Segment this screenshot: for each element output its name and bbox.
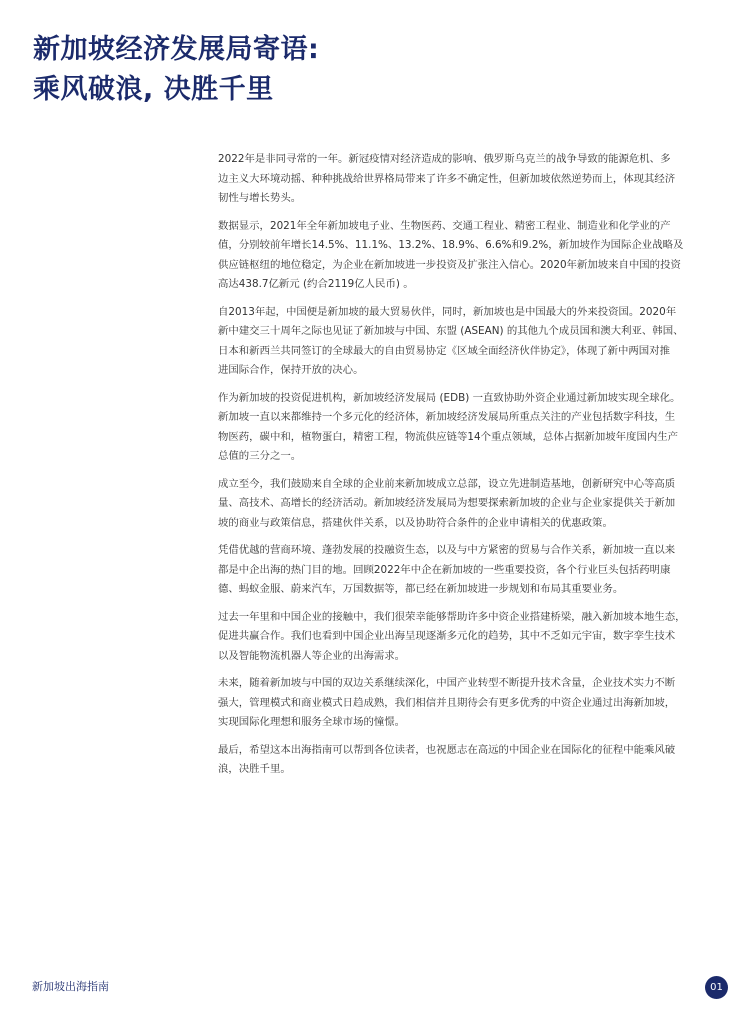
paragraph-line: 供应链枢纽的地位稳定，为企业在新加坡进一步投资及扩张注入信心。2020年新加坡来自中国的投资 bbox=[218, 258, 681, 271]
paragraph-line: 成立至今，我们鼓励来自全球的企业前来新加坡成立总部，设立先进制造基地，创新研究中心等高质 bbox=[218, 477, 676, 490]
paragraph-line: 作为新加坡的投资促进机构，新加坡经济发展局 (EDB) 一直致协助外资企业通过新加坡实现全球化。 bbox=[218, 391, 681, 404]
paragraph-line: 量、高技术、高增长的经济活动。新加坡经济发展局为想要探索新加坡的企业与企业家提供关于新加 bbox=[218, 497, 676, 509]
paragraph-line: 凭借优越的营商环境、蓬勃发展的投融资生态，以及与中方紧密的贸易与合作关系，新加坡一直以来 bbox=[218, 544, 676, 556]
title-line: 乘风破浪, 决胜千里 bbox=[33, 74, 274, 105]
paragraph-line: 坡的商业与政策信息，搭建伙伴关系，以及协助符合条件的企业申请相关的优惠政策。 bbox=[218, 516, 613, 529]
paragraph-line: 韧性与增长势头。 bbox=[218, 192, 302, 204]
paragraph bbox=[218, 303, 726, 381]
paragraph bbox=[218, 217, 726, 295]
paragraph bbox=[218, 674, 726, 733]
paragraph-line: 数据显示，2021年全年新加坡电子业、生物医药、交通工程业、精密工程业、制造业和化学业的产 bbox=[218, 219, 671, 232]
paragraph-line: 日本和新西兰共同签订的全球最大的自由贸易协定《区域全面经济伙伴协定》，体现了新中两国对推 bbox=[218, 344, 670, 357]
paragraph bbox=[218, 608, 726, 667]
paragraph-line: 新加坡一直以来都维持一个多元化的经济体，新加坡经济发展局所重点关注的产业包括数字科技，生 bbox=[218, 411, 676, 423]
page-number-badge: 01 bbox=[705, 976, 728, 999]
paragraph-line: 高达438.7亿新元 (约合2119亿人民币) 。 bbox=[218, 278, 414, 290]
paragraph-line: 最后，希望这本出海指南可以帮到各位读者，也祝愿志在高远的中国企业在国际化的征程中能乘风破 bbox=[218, 743, 676, 756]
paragraph bbox=[218, 741, 726, 780]
paragraph-line: 自2013年起，中国便是新加坡的最大贸易伙伴，同时，新加坡也是中国最大的外来投资国。2020年 bbox=[218, 305, 677, 318]
title-line: 新加坡经济发展局寄语: bbox=[33, 34, 320, 65]
paragraph-line: 以及智能物流机器人等企业的出海需求。 bbox=[218, 649, 406, 662]
paragraph-line: 都是中企出海的热门目的地。回顾2022年中企在新加坡的一些重要投资，各个行业巨头包括药明康 bbox=[218, 563, 671, 576]
paragraph bbox=[218, 541, 726, 600]
body-text bbox=[218, 150, 726, 788]
paragraph-line: 过去一年里和中国企业的接触中，我们很荣幸能够帮助许多中资企业搭建桥梁，融入新加坡本地生态， bbox=[218, 610, 686, 623]
paragraph-line: 新中建交三十周年之际也见证了新加坡与中国、东盟 (ASEAN) 的其他九个成员国和澳大利亚、韩国、 bbox=[218, 325, 684, 337]
page-title bbox=[33, 30, 319, 110]
paragraph-line: 值，分别较前年增长14.5%、11.1%、13.2%、18.9%、6.6%和9.2%，新加坡作为国际企业战略及 bbox=[218, 239, 684, 251]
paragraph-line: 边主义大环境动摇、种种挑战给世界格局带来了许多不确定性，但新加坡依然逆势而上，体现其经济 bbox=[218, 172, 676, 185]
paragraph bbox=[218, 389, 726, 467]
paragraph-line: 促进共赢合作。我们也看到中国企业出海呈现逐渐多元化的趋势，其中不乏如元宇宙，数字孪生技术 bbox=[218, 630, 676, 642]
paragraph-line: 未来，随着新加坡与中国的双边关系继续深化，中国产业转型不断提升技术含量，企业技术实力不断 bbox=[218, 677, 676, 689]
paragraph-line: 进国际合作，保持开放的决心。 bbox=[218, 364, 364, 376]
paragraph-line: 总值的三分之一。 bbox=[218, 450, 302, 462]
paragraph bbox=[218, 150, 726, 209]
paragraph-line: 强大，管理模式和商业模式日趋成熟，我们相信并且期待会有更多优秀的中资企业通过出海新加坡， bbox=[218, 696, 676, 709]
paragraph bbox=[218, 475, 726, 534]
paragraph-line: 浪，决胜千里。 bbox=[218, 763, 291, 775]
paragraph-line: 实现国际化理想和服务全球市场的憧憬。 bbox=[218, 716, 406, 728]
footer-label: 新加坡出海指南 bbox=[32, 980, 109, 993]
paragraph-line: 德、蚂蚁金服、蔚来汽车，万国数据等，都已经在新加坡进一步规划和布局其重要业务。 bbox=[218, 583, 624, 595]
paragraph-line: 2022年是非同寻常的一年。新冠疫情对经济造成的影响、俄罗斯乌克兰的战争导致的能源危机、多 bbox=[218, 153, 671, 165]
paragraph-line: 物医药，碳中和，植物蛋白，精密工程，物流供应链等14个重点领域，总体占据新加坡年度国内生产 bbox=[218, 430, 679, 443]
